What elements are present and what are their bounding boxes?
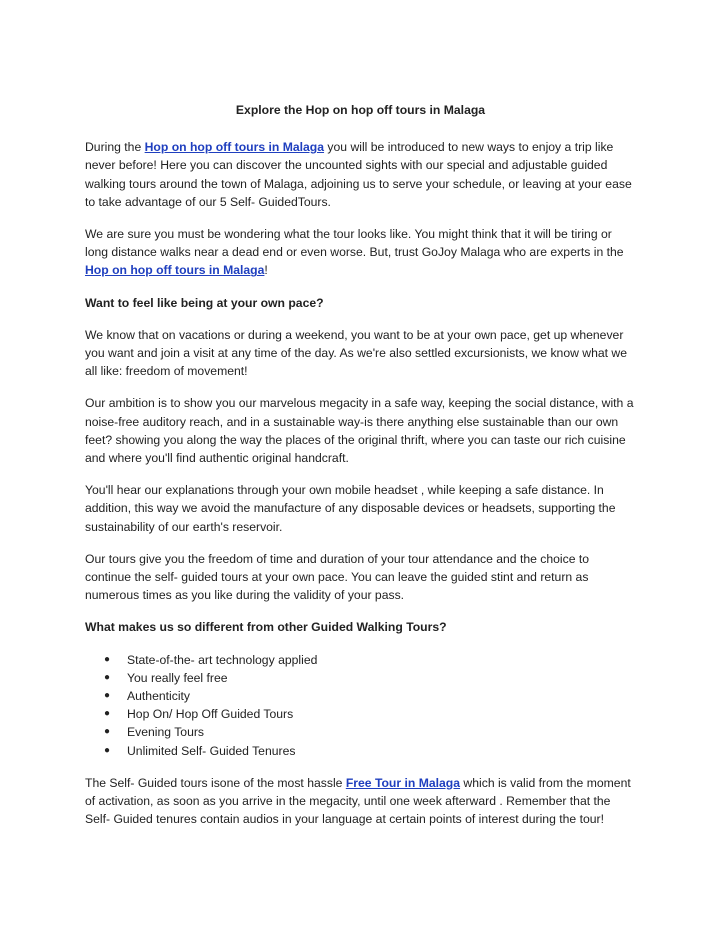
list-item-text: Evening Tours — [127, 725, 205, 740]
headset-paragraph: You'll hear our explanations through your own mobile headset , while keeping a safe distance. In addition, this way we avoid the manufacture of any disposable devices or headsets, supporting the sustainability of our earth's reservoir. — [85, 483, 616, 534]
self-guided-text-before: The Self- Guided tours isone of the most hassle — [85, 775, 346, 790]
bullet-icon: ● — [104, 671, 111, 683]
bullet-icon: ● — [104, 690, 111, 702]
bullet-icon: ● — [104, 653, 111, 665]
different-heading: What makes us so different from other Guided Walking Tours? — [85, 620, 447, 635]
list-item — [104, 723, 636, 741]
document-title: Explore the Hop on hop off tours in Malaga — [235, 103, 486, 117]
bullet-icon: ● — [104, 726, 111, 738]
bullet-icon: ● — [104, 744, 111, 756]
freedom-paragraph: Our tours give you the freedom of time and duration of your tour attendance and the choice to continue the self- guided tours at your own pace. You can leave the guided stint and return as numerous times as you like during the validity of your pass. — [85, 551, 590, 603]
list-item — [104, 742, 636, 760]
list-item-text: You really feel free — [127, 670, 228, 685]
intro-text-before: During the — [85, 140, 145, 155]
intro-text-after: you will be introduced to new ways to enjoy a trip like never before! Here you can discover the uncounted sights with our special and adjustable guided walking tours around the town of Malaga, adjoining us to serve your schedule, or leaving at your ease to take advantage of our 5 Self- GuidedTours. — [85, 140, 632, 209]
list-item-text: State-of-the- art technology applied — [127, 652, 318, 667]
list-item — [104, 705, 636, 723]
hop-on-hop-off-tours-link-2[interactable]: Hop on hop off tours in Malaga — [85, 263, 265, 278]
features-list — [85, 651, 636, 760]
list-item-text: Authenticity — [127, 689, 191, 704]
tour-look-text-after: ! — [264, 263, 268, 278]
tour-look-text-before: We are sure you must be wondering what the tour looks like. You might think that it will be tiring or long distance walks near a dead end or even worse. But, trust GoJoy Malaga who are experts in the — [85, 227, 624, 260]
list-item — [104, 651, 636, 669]
list-item — [104, 669, 636, 687]
self-guided-paragraph — [85, 774, 636, 829]
intro-paragraph — [85, 138, 636, 211]
own-pace-paragraph: We know that on vacations or during a weekend, you want to be at your own pace, get up whenever you want and join a visit at any time of the day. As we're also settled excursionists, we know what we all like: freedom of movement! — [85, 327, 628, 379]
free-tour-in-malaga-link[interactable]: Free Tour in Malaga — [345, 775, 461, 790]
list-item — [104, 687, 636, 705]
self-guided-text-after: which is valid from the moment of activation, as soon as you arrive in the megacity, until one week afterward . Remember that the Self- Guided tenures contain audios in your language at certain points of interest during the tour! — [85, 775, 631, 827]
tour-look-paragraph — [85, 225, 636, 280]
bullet-icon: ● — [104, 708, 111, 720]
list-item-text: Hop On/ Hop Off Guided Tours — [127, 707, 294, 722]
own-pace-heading: Want to feel like being at your own pace? — [85, 295, 324, 310]
hop-on-hop-off-tours-link[interactable]: Hop on hop off tours in Malaga — [144, 140, 325, 155]
ambition-paragraph: Our ambition is to show you our marvelous megacity in a safe way, keeping the social distance, with a noise-free auditory reach, and in a sustainable way-is there anything else sustainable than our own feet? showing you along the way the places of the original thrift, where you can taste our rich cuisine and where you'll find authentic original handcraft. — [85, 396, 634, 466]
list-item-text: Unlimited Self- Guided Tenures — [127, 743, 296, 758]
